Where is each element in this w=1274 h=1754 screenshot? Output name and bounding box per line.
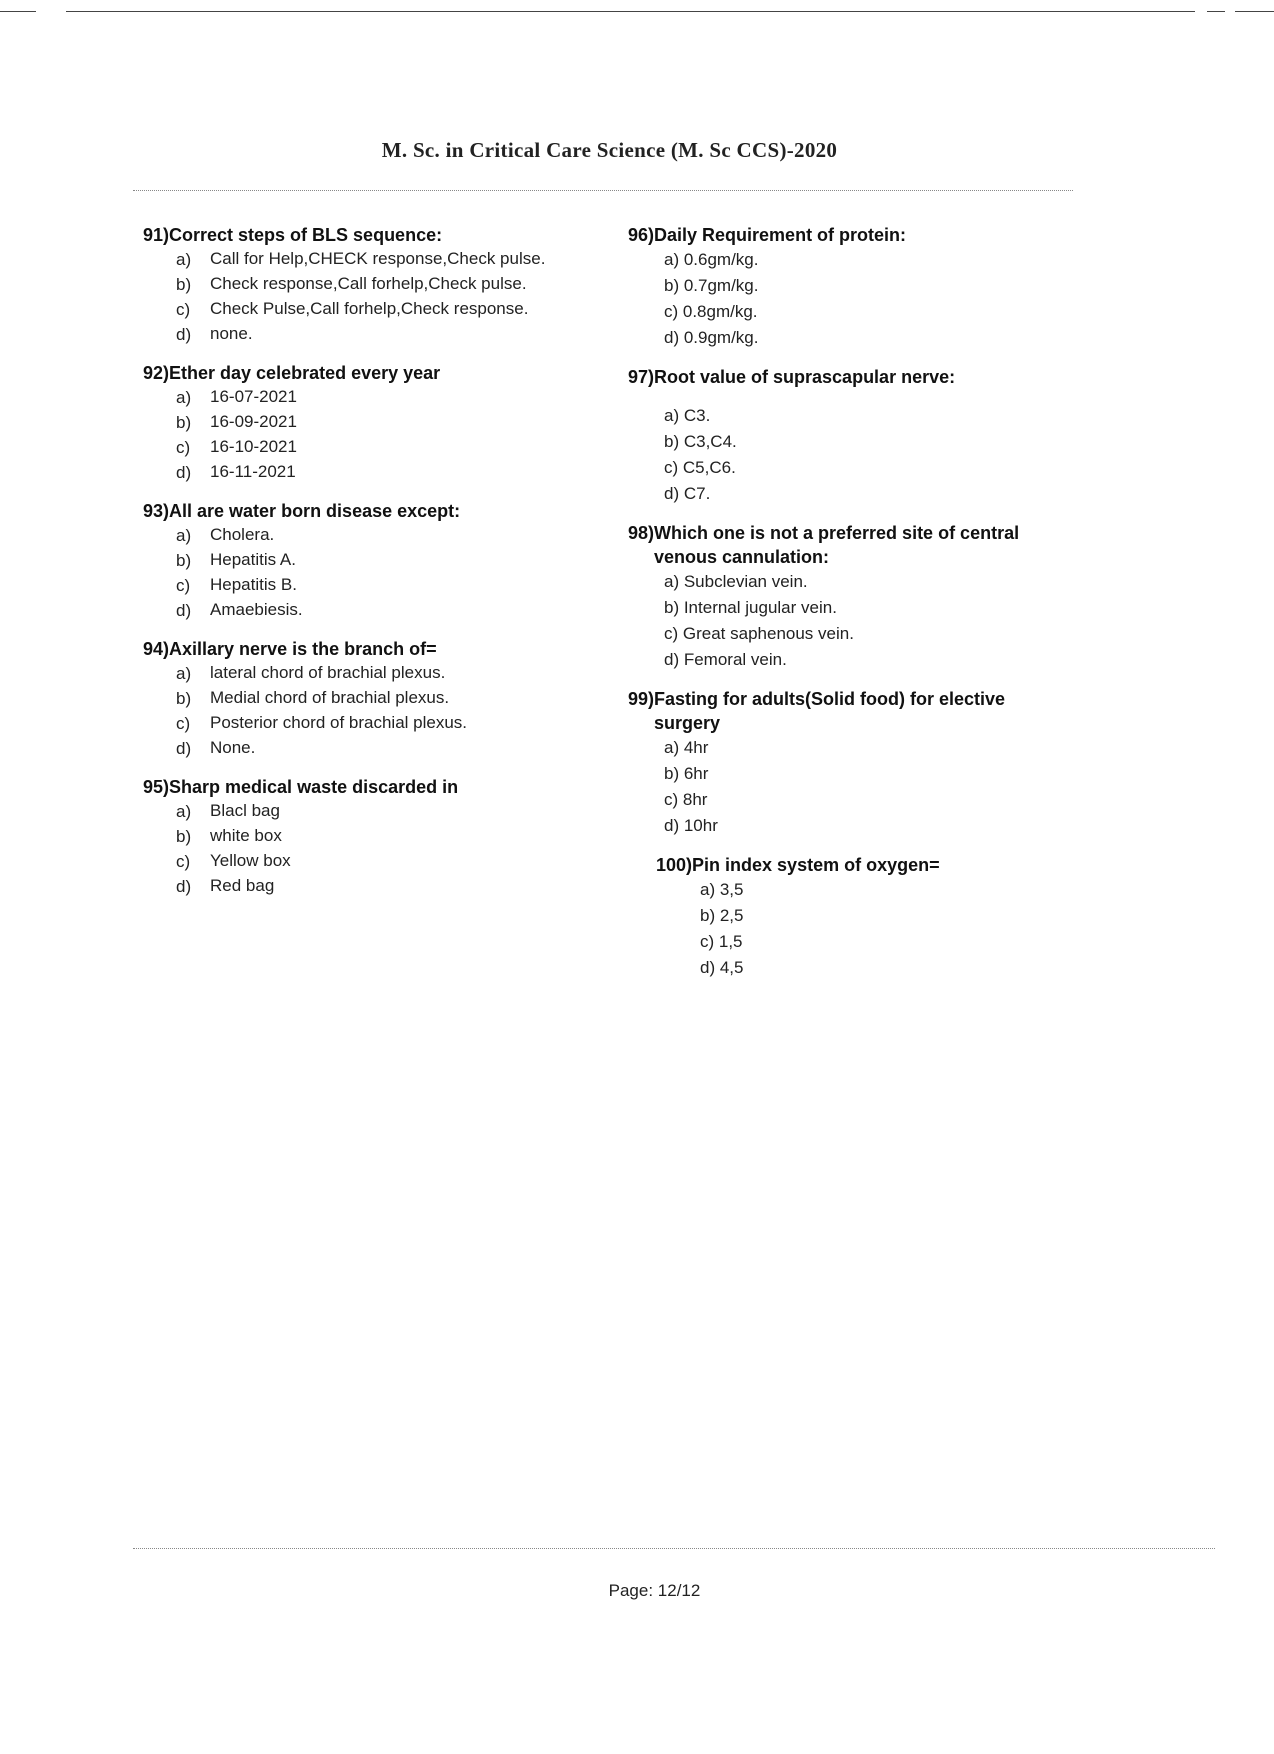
question-93 <box>143 499 573 623</box>
option-item <box>143 598 573 623</box>
option-item <box>143 410 573 435</box>
option-letter: a) <box>176 250 192 269</box>
question-text: Pin index system of oxygen= <box>692 855 940 875</box>
option-item: d) Femoral vein. <box>664 650 787 669</box>
title-divider <box>133 190 1073 191</box>
option-text: Blacl bag <box>210 801 280 820</box>
option-list <box>628 735 1048 839</box>
question-number: 92) <box>143 363 170 383</box>
page-number: Page: 12/12 <box>608 1581 701 1600</box>
option-item: a) 4hr <box>664 738 709 757</box>
option-item: c) 1,5 <box>700 932 743 951</box>
question-text: Daily Requirement of protein: <box>654 225 907 245</box>
option-item <box>143 272 573 297</box>
question-95 <box>143 775 573 899</box>
option-letter: d) <box>176 601 192 620</box>
option-item: c) C5,C6. <box>664 458 736 477</box>
option-letter: a) <box>176 526 192 545</box>
option-item: c) Great saphenous vein. <box>664 624 854 643</box>
question-96 <box>628 223 1048 351</box>
option-text: None. <box>210 738 256 757</box>
question-99 <box>628 687 1048 839</box>
question-heading <box>628 521 1048 569</box>
option-text: 16-10-2021 <box>210 437 297 456</box>
question-heading <box>628 365 1048 389</box>
option-item: b) 6hr <box>664 764 709 783</box>
question-text: Which one is not a preferred site of central venous cannulation: <box>654 523 1020 567</box>
question-number: 95) <box>143 777 170 797</box>
option-list <box>143 385 573 485</box>
question-number: 96) <box>628 225 655 245</box>
option-text: Hepatitis A. <box>210 550 296 569</box>
question-heading <box>628 223 1048 247</box>
option-letter: b) <box>176 551 192 570</box>
option-item: b) 2,5 <box>700 906 744 925</box>
option-item <box>143 573 573 598</box>
question-94 <box>143 637 573 761</box>
option-letter: a) <box>176 664 192 683</box>
question-heading <box>628 687 1048 735</box>
question-text: Correct steps of BLS sequence: <box>169 225 443 245</box>
question-98 <box>628 521 1048 673</box>
option-text: white box <box>210 826 282 845</box>
option-list <box>143 523 573 623</box>
question-heading <box>143 499 573 523</box>
top-border-line <box>0 11 1274 12</box>
page-title: M. Sc. in Critical Care Science (M. Sc CCS)-2020 <box>381 138 838 162</box>
question-92 <box>143 361 573 485</box>
option-item <box>143 686 573 711</box>
option-item <box>143 799 573 824</box>
option-text: Check Pulse,Call forhelp,Check response. <box>210 299 529 318</box>
question-number: 100) <box>656 855 693 875</box>
option-text: Check response,Call forhelp,Check pulse. <box>210 274 527 293</box>
option-item <box>143 849 573 874</box>
option-item <box>143 322 573 347</box>
option-letter: b) <box>176 275 192 294</box>
question-91 <box>143 223 573 347</box>
option-text: Posterior chord of brachial plexus. <box>210 713 468 732</box>
question-number: 97) <box>628 367 655 387</box>
question-text: All are water born disease except: <box>169 501 461 521</box>
option-item: d) C7. <box>664 484 711 503</box>
option-item: d) 4,5 <box>700 958 744 977</box>
option-text: 16-09-2021 <box>210 412 297 431</box>
option-item: c) 8hr <box>664 790 708 809</box>
question-heading <box>143 637 573 661</box>
option-item: a) C3. <box>664 406 711 425</box>
option-list <box>628 569 1048 673</box>
option-letter: c) <box>176 714 191 733</box>
question-number: 99) <box>628 689 655 709</box>
question-heading <box>143 223 573 247</box>
question-text: Axillary nerve is the branch of= <box>169 639 437 659</box>
question-heading <box>143 775 573 799</box>
option-item: a) 0.6gm/kg. <box>664 250 759 269</box>
option-item <box>143 661 573 686</box>
option-item <box>143 247 573 272</box>
option-letter: c) <box>176 852 191 871</box>
option-item: b) Internal jugular vein. <box>664 598 837 617</box>
top-border-gap <box>1225 6 1235 16</box>
question-heading <box>656 853 1048 877</box>
option-item <box>143 548 573 573</box>
option-text: none. <box>210 324 253 343</box>
option-text: Red bag <box>210 876 275 895</box>
question-heading <box>143 361 573 385</box>
option-letter: a) <box>176 802 192 821</box>
left-column <box>143 223 573 913</box>
top-border-gap <box>36 6 66 16</box>
question-number: 93) <box>143 501 170 521</box>
option-letter: d) <box>176 325 192 344</box>
question-text: Sharp medical waste discarded in <box>169 777 459 797</box>
option-letter: c) <box>176 576 191 595</box>
right-column <box>628 223 1048 995</box>
option-text: 16-07-2021 <box>210 387 297 406</box>
question-number: 98) <box>628 523 655 543</box>
option-item <box>143 460 573 485</box>
option-letter: d) <box>176 739 192 758</box>
question-text: Root value of suprascapular nerve: <box>654 367 956 387</box>
option-letter: a) <box>176 388 192 407</box>
option-item: b) 0.7gm/kg. <box>664 276 759 295</box>
option-text: 16-11-2021 <box>210 462 296 481</box>
option-list <box>628 403 1048 507</box>
option-item: a) 3,5 <box>700 880 744 899</box>
question-100 <box>656 853 1048 981</box>
option-letter: b) <box>176 413 192 432</box>
option-list <box>628 247 1048 351</box>
option-text: Cholera. <box>210 525 275 544</box>
option-text: Call for Help,CHECK response,Check pulse. <box>210 249 546 268</box>
option-item <box>143 523 573 548</box>
option-text: Amaebiesis. <box>210 600 303 619</box>
option-item <box>143 824 573 849</box>
option-letter: d) <box>176 877 192 896</box>
top-border-gap <box>1195 6 1207 16</box>
option-item <box>143 435 573 460</box>
option-item <box>143 874 573 899</box>
question-text: Fasting for adults(Solid food) for elective surgery <box>654 689 1006 733</box>
question-text: Ether day celebrated every year <box>169 363 441 383</box>
question-97 <box>628 365 1048 507</box>
option-item <box>143 736 573 761</box>
option-letter: b) <box>176 689 192 708</box>
option-letter: c) <box>176 438 191 457</box>
option-list <box>143 661 573 761</box>
option-text: Hepatitis B. <box>210 575 297 594</box>
question-number: 91) <box>143 225 170 245</box>
option-item <box>143 385 573 410</box>
footer-divider <box>133 1548 1215 1549</box>
option-letter: d) <box>176 463 192 482</box>
option-letter: b) <box>176 827 192 846</box>
option-item: a) Subclevian vein. <box>664 572 808 591</box>
option-item: d) 10hr <box>664 816 718 835</box>
option-item: b) C3,C4. <box>664 432 737 451</box>
option-list <box>656 877 1048 981</box>
option-list <box>143 247 573 347</box>
option-item: d) 0.9gm/kg. <box>664 328 759 347</box>
option-text: Medial chord of brachial plexus. <box>210 688 450 707</box>
option-text: lateral chord of brachial plexus. <box>210 663 446 682</box>
option-item <box>143 711 573 736</box>
option-item: c) 0.8gm/kg. <box>664 302 758 321</box>
option-letter: c) <box>176 300 191 319</box>
option-text: Yellow box <box>210 851 291 870</box>
option-list <box>143 799 573 899</box>
question-number: 94) <box>143 639 170 659</box>
option-item <box>143 297 573 322</box>
